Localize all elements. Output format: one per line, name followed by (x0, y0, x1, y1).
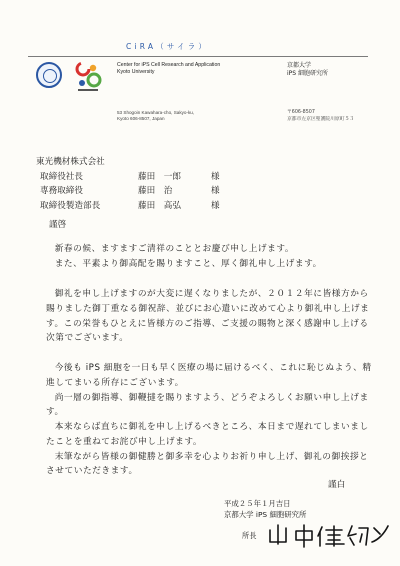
address-line-1: 53 Shogoin Kawahara-cho, Sakyo-ku, (117, 110, 195, 115)
institute-name: iPS 細胞研究所 (287, 70, 329, 77)
signature-block (224, 498, 392, 548)
kyoto-university-seal-icon (36, 62, 62, 88)
recipient-company: 東光機材株式会社 (36, 157, 105, 167)
body-paragraph (46, 242, 376, 272)
body-line: また、平素より御高配を賜りますこと、厚く御礼申し上げます。 (54, 258, 322, 269)
japanese-address (287, 110, 354, 123)
body-paragraph (46, 420, 376, 479)
sender-title: 所長 (242, 530, 257, 540)
salutation: 謹啓 (49, 220, 67, 230)
recipient-block (36, 155, 220, 213)
recipient-honorific: 様 (211, 171, 220, 182)
english-address (117, 110, 194, 123)
recipient-name: 藤田 高弘 (138, 200, 181, 211)
closing: 謹白 (328, 480, 346, 490)
recipient-title: 専務取締役 (40, 186, 83, 196)
signature-row (224, 522, 392, 548)
english-name (117, 62, 220, 76)
body-line: 本来ならば直ちに御礼を申し上げるべきところ、本日まで遅れてしまいましたことを重ねてお詫び申し上げます。 (46, 422, 369, 447)
body-line: 新春の候、ますますご清祥のこととお慶び申し上げます。 (54, 244, 295, 254)
sender-organization: 京都大学 iPS 細胞研究所 (224, 510, 307, 519)
body-line: 御礼を申し上げますのが大変に遅くなりましたが、２０１２年に皆様方から賜りました御丁重なる御祝辞、並びにお心遣いに改めて心より御礼申し上げます。この栄誉もひとえに皆様方のご指導、ご支援の賜物と深く感謝申し上げる次第でございます。 (46, 289, 370, 344)
body-line: 尚一層の御指導、御鞭撻を賜りますよう、どうぞよろしくお願い申し上げます。 (46, 392, 369, 418)
university-name: 京都大学 (287, 62, 312, 69)
recipient-name: 藤田 治 (138, 186, 173, 196)
recipient-row (36, 184, 220, 199)
brand-word: CiRA（サイラ） (126, 42, 210, 51)
english-line-2: Kyoto University (117, 69, 155, 75)
body-line: 今後も iPS 細胞を一日も早く医療の場に届けるべく、これに恥じぬよう、精進してまいる所存にございます。 (46, 363, 372, 388)
recipient-honorific: 様 (211, 200, 220, 211)
recipient-name: 藤田 一郎 (138, 171, 181, 182)
postal-code: 〒606-8507 (287, 110, 315, 115)
address-line-2: Kyoto 606-8507, Japan (117, 116, 165, 122)
recipient-row (36, 170, 220, 185)
cira-logo-icon (74, 60, 102, 92)
header-divider (28, 56, 368, 57)
recipient-honorific: 様 (211, 186, 220, 196)
recipient-title: 取締役社長 (40, 171, 83, 182)
recipient-title: 取締役製造部長 (40, 200, 101, 211)
body-line: 末筆ながら皆様の御健勝と御多幸を心よりお祈り申し上げ、御礼の御挨拶とさせていただきます。 (46, 451, 369, 477)
english-line-1: Center for iPS Cell Research and Application (117, 62, 221, 68)
body-paragraph (46, 361, 376, 420)
letter-date: 平成２５年１月吉日 (224, 499, 291, 508)
street-address: 京都市左京区聖護院川原町５３ (287, 116, 355, 122)
recipient-row (36, 199, 220, 214)
body-paragraph (46, 287, 376, 346)
japanese-name (287, 62, 328, 78)
handwritten-signature-icon (264, 522, 392, 548)
